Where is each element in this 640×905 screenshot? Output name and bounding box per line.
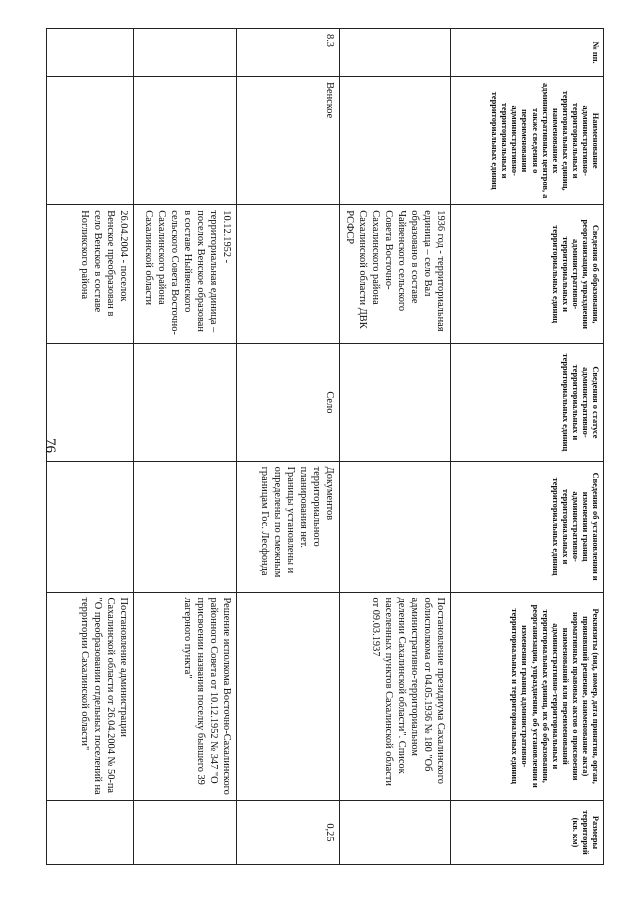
table-row <box>237 29 340 865</box>
header-num: № пп. <box>451 29 604 77</box>
page-number: 76 <box>42 438 58 453</box>
cell-formation: 26.04.2004 - поселок Венское преобразован в село Венское в составе Ногликского района <box>47 205 134 344</box>
cell-borders <box>47 461 134 592</box>
cell-num <box>47 29 134 77</box>
cell-status <box>340 344 451 462</box>
cell-num: 8.3 <box>237 29 340 77</box>
header-acts: Реквизиты (вид, номер, дата принятия, орган, принявший решение, наименование акта) нормативных правовых актов о присвоении наименований или переименований административно-территориальных и территориальных единиц, их об образовании, реорганизации, упразднении, об установлении и изменении границ административно-территориальных и территориальных единиц <box>451 592 604 800</box>
cell-name <box>47 77 134 205</box>
header-name: Наименование административно-территориальных и территориальных единиц, наименование их административных центров, а также сведения о переименовании административно-территориальных и территориальных единиц <box>451 77 604 205</box>
cell-acts: Постановление администрации Сахалинской области от 26.04.2004 № 50-па "О преобразовании отдельных поселений на территории Сахалинской области" <box>47 592 134 800</box>
cell-formation: 1936 год - территориальная единица – село Вал образовано в составе Чайвенского сельского Совета Восточно-Сахалинского района Сахалинской области ДВК РСФСР <box>340 205 451 344</box>
cell-formation <box>237 205 340 344</box>
cell-borders <box>134 461 237 592</box>
cell-status: Село <box>237 344 340 462</box>
cell-area: 0,25 <box>237 800 340 864</box>
header-status: Сведения о статусе административно-территориальных и территориальных единиц <box>451 344 604 462</box>
header-borders: Сведения об установлении и изменении границ административно-территориальных и территориальных единиц <box>451 461 604 592</box>
cell-status <box>47 344 134 462</box>
cell-status <box>134 344 237 462</box>
header-area: Размеры территорий (кв. км) <box>451 800 604 864</box>
cell-num <box>340 29 451 77</box>
table-header-row <box>451 29 604 865</box>
document-table-rotated <box>64 28 604 865</box>
cell-formation: 10.12.1952 - территориальная единица – поселок Венское образован в составе Ныйвенского сельского Совета Восточно-Сахалинского района Сахалинской области <box>134 205 237 344</box>
cell-name <box>134 77 237 205</box>
cell-name: Венское <box>237 77 340 205</box>
cell-area <box>47 800 134 864</box>
cell-num <box>134 29 237 77</box>
territorial-units-table <box>46 28 604 865</box>
cell-acts: Постановление президиума Сахалинского облисполкома от 04.05.1936 № 180 "Об административно-территориальном делении Сахалинской области". Список населенных пунктов Сахалинской области от 09.03.1937 <box>340 592 451 800</box>
cell-borders <box>340 461 451 592</box>
cell-area <box>134 800 237 864</box>
cell-borders: Документов территориального планирования нет. Границы установлены и определены по смежным границам Гос. Лесфонда <box>237 461 340 592</box>
cell-acts: Решение исполкома Восточно-Сахалинского районного Совета от 10.12.1952 № 347 "О присвоении названия поселку бывшего 39 лагерного пункта" <box>134 592 237 800</box>
cell-acts <box>237 592 340 800</box>
header-formation: Сведения об образовании, реорганизации, упразднении административно-территориальных и территориальных единиц <box>451 205 604 344</box>
table-row <box>340 29 451 865</box>
cell-name <box>340 77 451 205</box>
table-row <box>134 29 237 865</box>
table-row <box>47 29 134 865</box>
cell-area <box>340 800 451 864</box>
